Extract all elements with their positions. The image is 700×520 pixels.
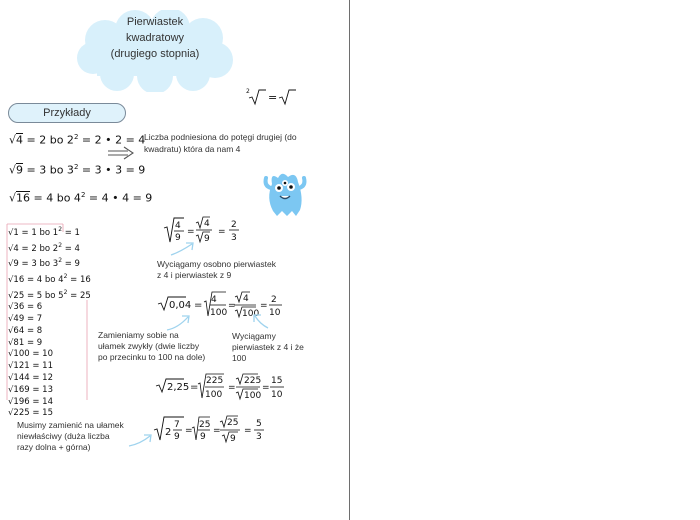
arrow-up-icon xyxy=(164,312,194,332)
examples-label: Przykłady xyxy=(8,103,126,123)
list-item: √49 = 7 xyxy=(8,313,43,324)
svg-text:7: 7 xyxy=(174,420,180,430)
list-item: √16 = 4 bo $4^2 = 16$ xyxy=(8,272,91,285)
svg-text:9: 9 xyxy=(175,233,181,243)
monster-mascot-icon xyxy=(262,168,308,218)
list-item: √25 = 5 bo $5^2 = 25$ xyxy=(8,288,91,301)
squares-list xyxy=(8,224,91,420)
example-row: √4 = 2 bo $2^2 = 2$ • 2 = 4 xyxy=(9,133,146,147)
arrow-up-right-icon xyxy=(168,240,198,258)
list-item: √169 = 13 xyxy=(8,384,53,395)
root-index: 2 xyxy=(246,88,250,95)
svg-text:3: 3 xyxy=(256,432,262,442)
arrow-right-icon xyxy=(106,146,136,160)
svg-text:3: 3 xyxy=(231,233,237,243)
svg-text:=: = xyxy=(218,227,226,237)
svg-text:25: 25 xyxy=(227,418,239,428)
decimal-note-right: Wyciągamy pierwiastek z 4 i że 100 xyxy=(232,331,304,363)
radical-sign: √ xyxy=(9,163,17,177)
svg-text:=: = xyxy=(228,301,236,311)
svg-text:=: = xyxy=(213,426,221,436)
svg-text:0,04: 0,04 xyxy=(169,300,192,311)
example-row: √9 = 3 bo $3^2 = 3$ • 3 = 9 xyxy=(9,163,146,177)
list-item: √64 = 8 xyxy=(8,325,43,336)
explanation-text: Liczba podniesiona do potęgi drugiej (do kwadratu) która da nam 4 xyxy=(144,132,297,154)
svg-text:15: 15 xyxy=(271,376,283,386)
radical-sign: √ xyxy=(9,133,17,147)
svg-text:=: = xyxy=(228,383,236,393)
svg-text:2: 2 xyxy=(165,427,172,438)
list-item: √225 = 15 xyxy=(8,408,53,419)
list-item: √196 = 14 xyxy=(8,396,53,407)
svg-text:100: 100 xyxy=(244,391,262,401)
svg-text:2: 2 xyxy=(231,220,237,230)
title-line: Pierwiastek xyxy=(126,16,184,28)
list-item: √4 = 2 bo $2^2 = 4$ xyxy=(8,241,80,254)
list-item: √1 = 1 bo $1^2 = 1$ xyxy=(8,226,80,238)
radical-sign: √ xyxy=(9,191,17,205)
svg-text:5: 5 xyxy=(256,419,262,429)
svg-text:9: 9 xyxy=(230,434,236,444)
svg-text:25: 25 xyxy=(199,420,211,430)
title-line: (drugiego stopnia) xyxy=(110,48,200,60)
svg-text:4: 4 xyxy=(204,219,210,229)
svg-text:4: 4 xyxy=(175,221,181,231)
root-notation xyxy=(246,86,298,106)
radical-sign xyxy=(249,90,266,104)
arrow-up-left-icon xyxy=(250,312,272,330)
svg-text:=: = xyxy=(187,227,195,237)
svg-text:2: 2 xyxy=(271,295,277,305)
svg-text:2,25: 2,25 xyxy=(167,382,190,393)
svg-text:10: 10 xyxy=(269,308,281,318)
svg-text:100: 100 xyxy=(205,390,223,400)
decimal-sqrt-225 xyxy=(154,372,294,402)
radical-sign xyxy=(279,90,296,104)
svg-text:4: 4 xyxy=(243,294,249,304)
list-item: √100 = 10 xyxy=(8,349,53,360)
list-item: √36 = 6 xyxy=(8,302,43,313)
page-title xyxy=(90,14,220,62)
title-line: kwadratowy xyxy=(125,32,185,44)
fraction-note: Wyciągamy osobno pierwiastek z 4 i pierwiastek z 9 xyxy=(157,259,276,280)
list-item: √9 = 3 bo $3^2 = 9$ xyxy=(8,257,80,270)
svg-text:10: 10 xyxy=(271,390,283,400)
list-item: √144 = 12 xyxy=(8,372,53,383)
list-item: √121 = 11 xyxy=(8,361,53,372)
svg-text:100: 100 xyxy=(210,308,228,318)
svg-text:9: 9 xyxy=(204,234,210,244)
svg-text:=: = xyxy=(185,426,193,436)
list-item: √81 = 9 xyxy=(8,337,43,348)
equals-sign: = xyxy=(268,91,278,104)
decimal-note-left: Zamieniamy sobie na ułamek zwykły (dwie liczby po przecinku to 100 na dole) xyxy=(98,330,206,362)
svg-text:=: = xyxy=(262,383,270,393)
svg-text:225: 225 xyxy=(244,376,262,386)
example-row: √16 = 4 bo $4^2 = 4$ • 4 = 9 xyxy=(9,191,153,205)
svg-text:100: 100 xyxy=(242,309,260,319)
svg-text:=: = xyxy=(190,382,199,393)
svg-text:4: 4 xyxy=(211,295,217,305)
mixed-number-sqrt xyxy=(152,414,272,444)
svg-text:9: 9 xyxy=(174,432,180,442)
svg-text:=: = xyxy=(194,300,203,311)
svg-text:=: = xyxy=(260,301,268,311)
svg-text:=: = xyxy=(244,426,252,436)
page-divider xyxy=(349,0,350,520)
svg-text:9: 9 xyxy=(200,432,206,442)
svg-text:225: 225 xyxy=(206,376,224,386)
mixed-note: Musimy zamienić na ułamek niewłaściwy (duża liczba razy dolna + górna) xyxy=(17,420,124,452)
